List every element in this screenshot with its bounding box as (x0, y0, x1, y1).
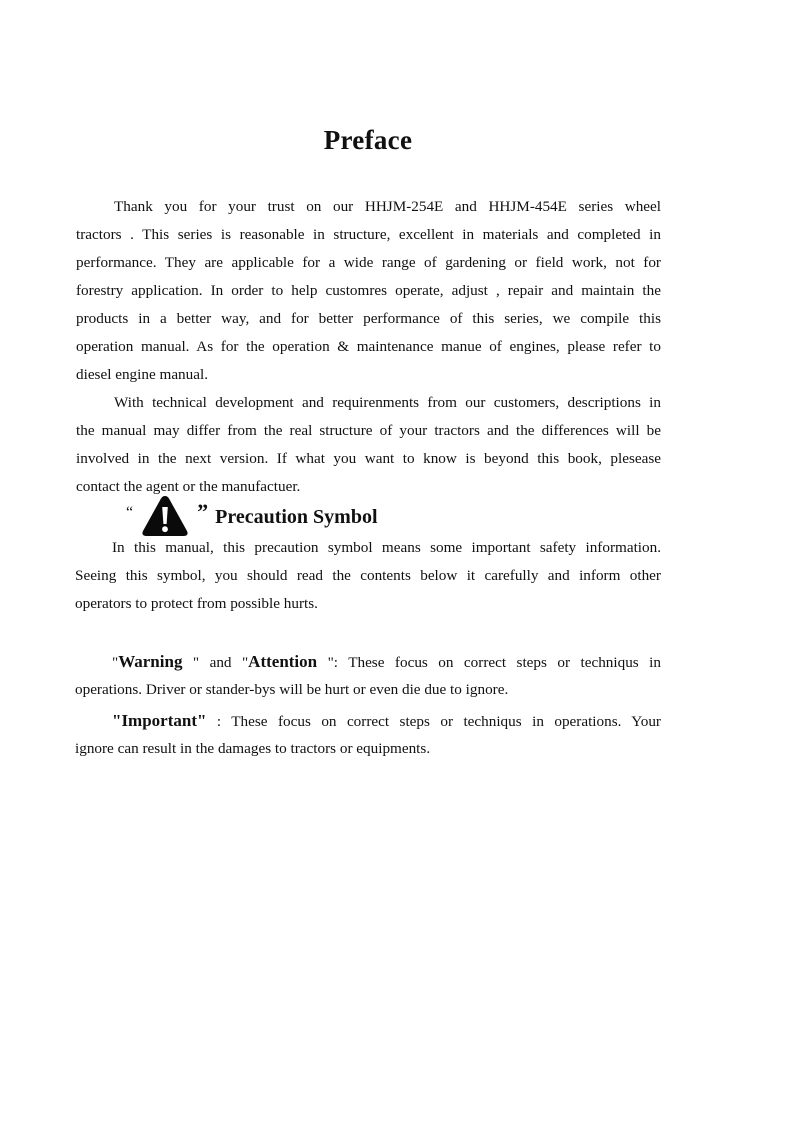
description-text: ": These focus on correct steps or techniqus in (317, 654, 661, 671)
paragraph-line: operations. Driver or stander-bys will be hurt or even die due to ignore. (75, 681, 509, 698)
paragraph-line: products in a better way, and for better performance of this series, we compile this (76, 310, 661, 327)
paragraph-line: involved in the next version. If what you want to know is beyond this book, plesease (76, 450, 661, 467)
intro-paragraph (76, 193, 661, 389)
paragraph-line: the manual may differ from the real structure of your tractors and the differences will be (76, 422, 661, 439)
paragraph-line: operators to protect from possible hurts. (75, 595, 318, 612)
development-paragraph (76, 389, 661, 501)
paragraph-line: ignore can result in the damages to tractors or equipments. (75, 740, 431, 757)
paragraph-line (75, 707, 661, 735)
description-text: : These focus on correct steps or techniqus in operations. Your (206, 713, 661, 730)
attention-keyword: Attention (248, 652, 318, 671)
paragraph-line: Thank you for your trust on our HHJM-254E and HHJM-454E series wheel (114, 198, 661, 215)
close-quote: ” (197, 499, 209, 524)
open-quote: “ (126, 504, 134, 521)
quote-mark: " (112, 654, 119, 671)
page-title: Preface (323, 125, 413, 155)
paragraph-line: tractors . This series is reasonable in structure, excellent in materials and completed in (76, 226, 661, 243)
warning-attention-paragraph (75, 648, 661, 704)
warning-keyword: Warning (118, 652, 183, 671)
paragraph-line: With technical development and requirenments from our customers, descriptions in (114, 394, 661, 411)
paragraph-line: In this manual, this precaution symbol means some important safety information. (112, 539, 661, 556)
important-paragraph (75, 707, 661, 763)
precaution-label: Precaution Symbol (215, 505, 378, 528)
paragraph-line: forestry application. In order to help customres operate, adjust , repair and maintain the (76, 282, 661, 299)
paragraph-line: operation manual. As for the operation & maintenance manue of engines, please refer to (76, 338, 661, 355)
important-keyword: "Important" (112, 711, 207, 730)
precaution-heading (126, 494, 378, 538)
paragraph-line: diesel engine manual. (76, 366, 209, 383)
warning-triangle-icon (141, 494, 189, 538)
connector-text: " and " (182, 654, 249, 671)
paragraph-line: performance. They are applicable for a wide range of gardening or field work, not for (76, 254, 661, 271)
paragraph-line (75, 648, 661, 676)
paragraph-line: contact the agent or the manufactuer. (76, 478, 301, 495)
paragraph-line: Seeing this symbol, you should read the contents below it carefully and inform other (75, 567, 661, 584)
precaution-paragraph (75, 534, 661, 618)
